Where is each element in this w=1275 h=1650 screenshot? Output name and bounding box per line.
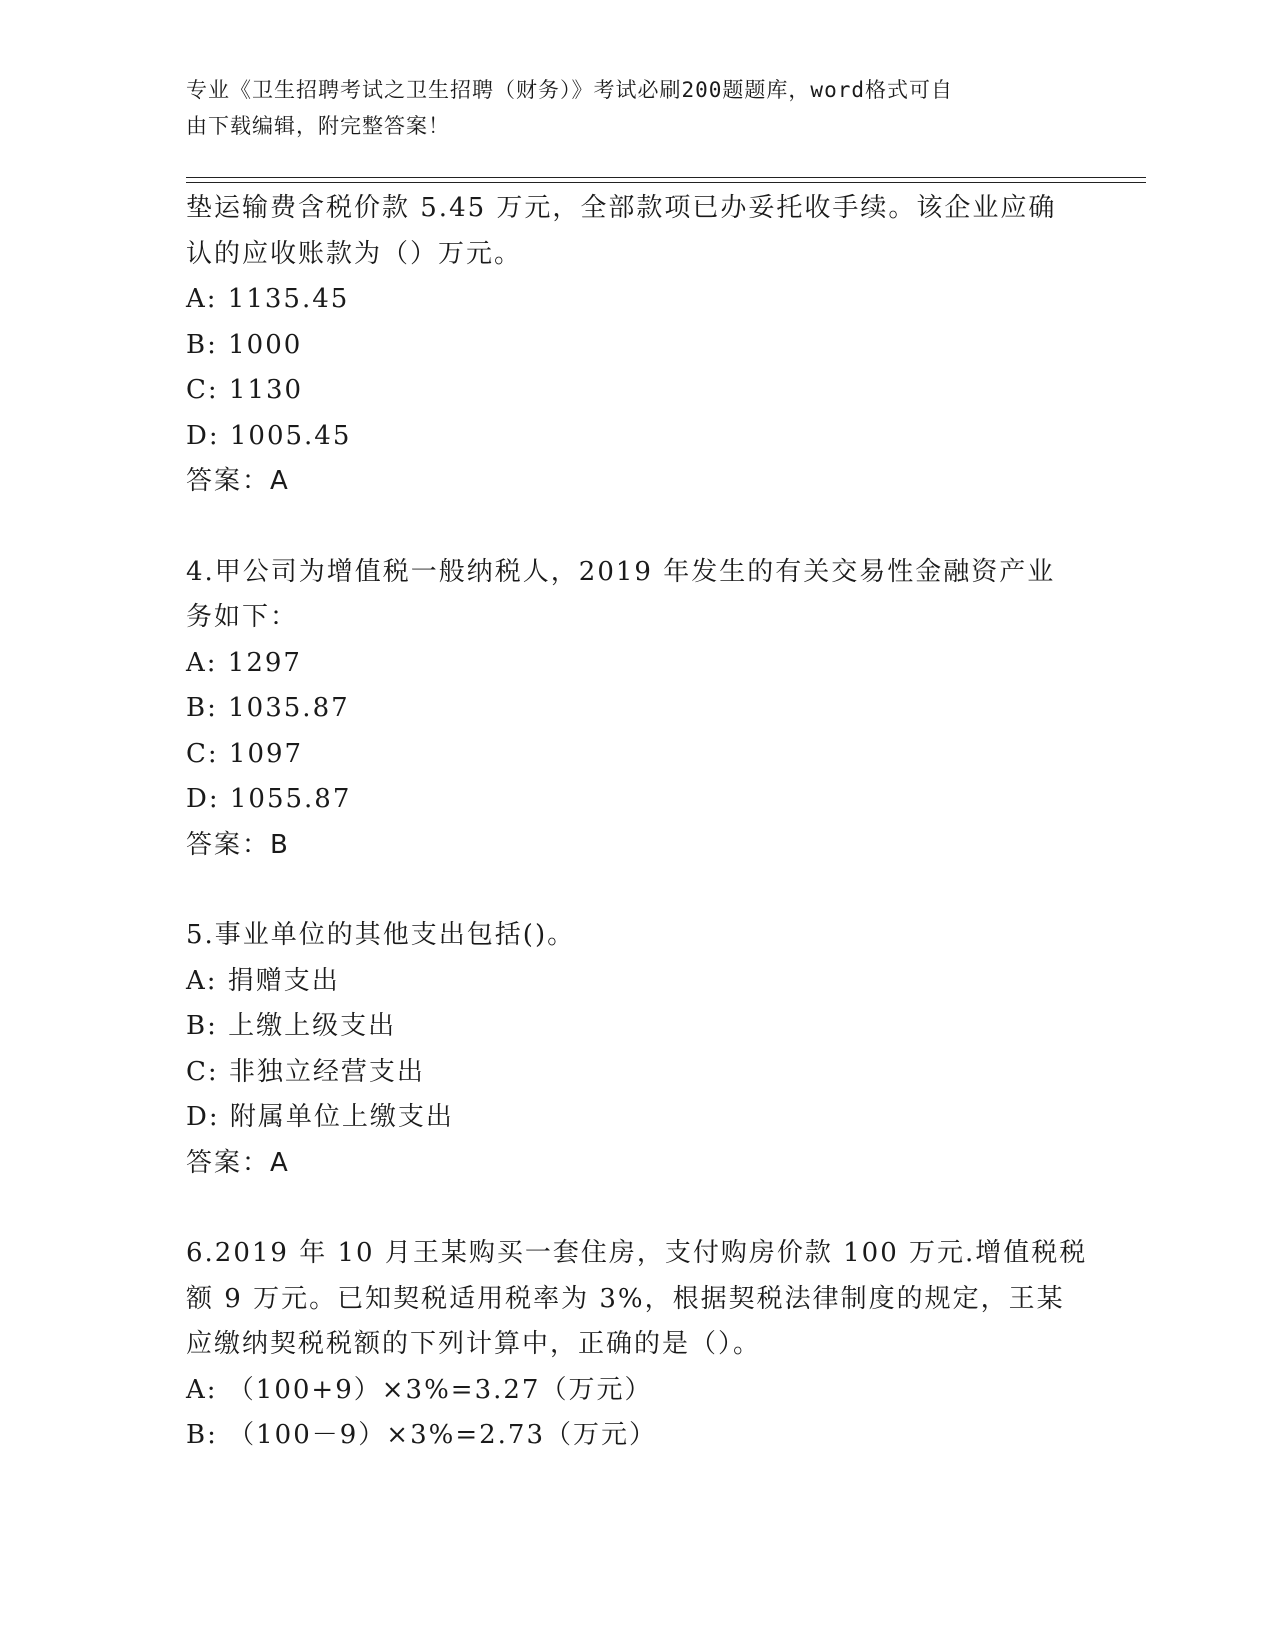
question-3-option-c: C: 1130	[186, 375, 304, 405]
header-line-2: 由下载编辑，附完整答案！	[186, 114, 450, 138]
header-divider-top	[186, 177, 1146, 178]
question-4-stem-line-1: 4.甲公司为增值税一般纳税人，2019 年发生的有关交易性金融资产业	[186, 556, 1056, 587]
question-3-answer: 答案：A	[186, 466, 290, 496]
question-3	[186, 186, 1086, 505]
question-6-stem-line-3: 应缴纳契税税额的下列计算中，正确的是（）。	[186, 1329, 762, 1359]
header-line-1: 专业《卫生招聘考试之卫生招聘（财务）》考试必刷200题题库，word格式可自	[186, 78, 953, 102]
question-4-option-b: B: 1035.87	[186, 693, 350, 723]
question-3-stem-line-1: 垫运输费含税价款 5.45 万元，全部款项已办妥托收手续。该企业应确	[186, 193, 1057, 223]
question-3-option-d: D: 1005.45	[186, 420, 352, 451]
spacer	[186, 1186, 1086, 1231]
question-6-option-b: B: （100－9）×3%=2.73（万元）	[186, 1420, 658, 1450]
question-5-option-d: D: 附属单位上缴支出	[186, 1102, 454, 1132]
header-divider-bottom	[186, 182, 1146, 183]
question-6-option-a: A: （100+9）×3%=3.27（万元）	[186, 1374, 653, 1405]
question-5-option-a: A: 捐赠支出	[186, 965, 340, 996]
question-6-stem-line-1: 6.2019 年 10 月王某购买一套住房，支付购房价款 100 万元.增值税税	[186, 1238, 1088, 1268]
question-list	[186, 186, 1086, 1459]
question-4-stem-line-2: 务如下：	[186, 602, 299, 632]
document-header	[186, 72, 1056, 144]
question-5	[186, 913, 1086, 1186]
question-5-stem-line-1: 5.事业单位的其他支出包括()。	[186, 920, 576, 950]
question-4-answer: 答案：B	[186, 829, 290, 860]
question-4	[186, 550, 1086, 869]
question-5-option-b: B: 上缴上级支出	[186, 1011, 397, 1041]
question-5-option-c: C: 非独立经营支出	[186, 1056, 425, 1087]
question-3-option-a: A: 1135.45	[186, 284, 350, 314]
question-4-option-c: C: 1097	[186, 738, 304, 769]
question-3-option-b: B: 1000	[186, 329, 303, 360]
question-6-stem-line-2: 额 9 万元。已知契税适用税率为 3%，根据契税法律制度的规定，王某	[186, 1283, 1065, 1314]
question-6	[186, 1231, 1086, 1459]
spacer	[186, 505, 1086, 550]
question-4-option-a: A: 1297	[186, 647, 302, 678]
question-5-answer: 答案：A	[186, 1147, 290, 1178]
question-3-stem-line-2: 认的应收账款为（）万元。	[186, 238, 523, 269]
spacer	[186, 868, 1086, 913]
question-4-option-d: D: 1055.87	[186, 784, 352, 814]
